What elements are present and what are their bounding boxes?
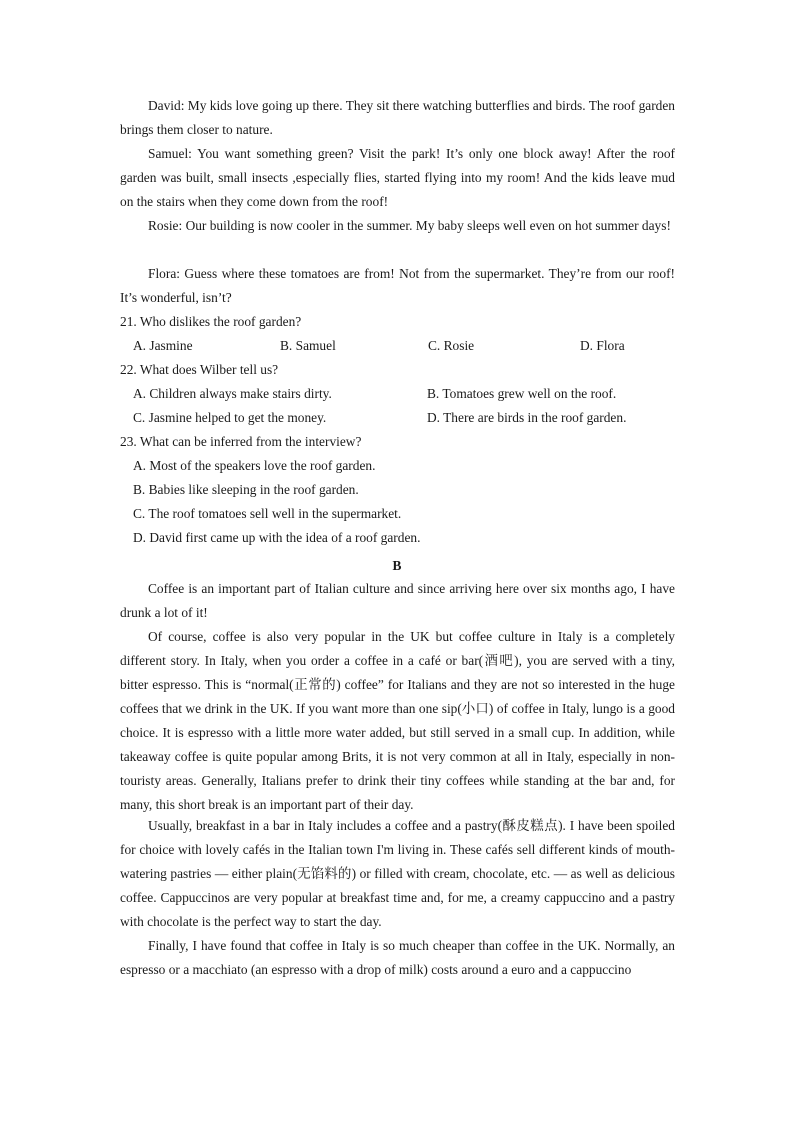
- question-23-stem: 23. What can be inferred from the interview?: [120, 434, 362, 449]
- question-23-option-b: B. Babies like sleeping in the roof garden.: [133, 482, 359, 497]
- question-21-option-d: D. Flora: [580, 338, 625, 353]
- samuel-paragraph: Samuel: You want something green? Visit the park! It’s only one block away! After the roof garden was built, small insects ,especially flies, started flying into my room! And the kids leave mud on the stairs when they come down from the roof!: [120, 146, 675, 209]
- question-21-option-b: B. Samuel: [280, 338, 336, 353]
- question-23-option-a: A. Most of the speakers love the roof garden.: [133, 458, 376, 473]
- question-22-option-d: D. There are birds in the roof garden.: [427, 410, 627, 425]
- question-21-option-c: C. Rosie: [428, 338, 475, 353]
- section-b-paragraph-4: Finally, I have found that coffee in Italy is so much cheaper than coffee in the UK. Normally, an espresso or a macchiato (an espresso with a drop of milk) costs around a euro and a cappuccino: [120, 938, 675, 977]
- section-b-paragraph-3: Usually, breakfast in a bar in Italy includes a coffee and a pastry(酥皮糕点). I have been spoiled for choice with lovely cafés in the Italian town I'm living in. These cafés sell different kinds of mouth-watering pastries — either plain(无馅料的) or filled with cream, chocolate, etc. — as well as delicious coffee. Cappuccinos are very popular at breakfast time and, for me, a creamy cappuccino and a pastry with chocolate is the perfect way to start the day.: [120, 818, 675, 929]
- flora-paragraph: Flora: Guess where these tomatoes are from! Not from the supermarket. They’re from our roof! It’s wonderful, isn’t?: [120, 266, 675, 305]
- question-23-option-c: C. The roof tomatoes sell well in the supermarket.: [133, 506, 402, 521]
- section-b-paragraph-2: Of course, coffee is also very popular in the UK but coffee culture in Italy is a completely different story. In Italy, when you order a coffee in a café or bar(酒吧), you are served with a tiny, bitter espresso. This is “normal(正常的) coffee” for Italians and they are not so interested in the huge coffees that we drink in the UK. If you want more than one sip(小口) of coffee in Italy, lungo is a good choice. It is espresso with a little more water added, but still served in a small cup. In addition, while takeaway coffee is quite popular among Brits, it is not very common at all in Italy, especially in non-touristy areas. Generally, Italians prefer to drink their tiny coffees while standing at the bar and, for many, this short break is an important part of their day.: [120, 629, 675, 812]
- question-22-option-c: C. Jasmine helped to get the money.: [133, 410, 327, 425]
- question-21-stem: 21. Who dislikes the roof garden?: [120, 314, 302, 329]
- question-22-stem: 22. What does Wilber tell us?: [120, 362, 279, 377]
- question-22-option-b: B. Tomatoes grew well on the roof.: [427, 386, 617, 401]
- section-b-paragraph-1: Coffee is an important part of Italian culture and since arriving here over six months ago, I have drunk a lot of it!: [120, 581, 675, 620]
- david-paragraph: David: My kids love going up there. They sit there watching butterflies and birds. The roof garden brings them closer to nature.: [120, 98, 675, 137]
- rosie-paragraph: Rosie: Our building is now cooler in the summer. My baby sleeps well even on hot summer days!: [148, 218, 671, 233]
- question-21-option-a: A. Jasmine: [133, 338, 193, 353]
- question-23-option-d: D. David first came up with the idea of a roof garden.: [133, 530, 421, 545]
- question-22-option-a: A. Children always make stairs dirty.: [133, 386, 332, 401]
- section-b-heading: B: [392, 558, 402, 573]
